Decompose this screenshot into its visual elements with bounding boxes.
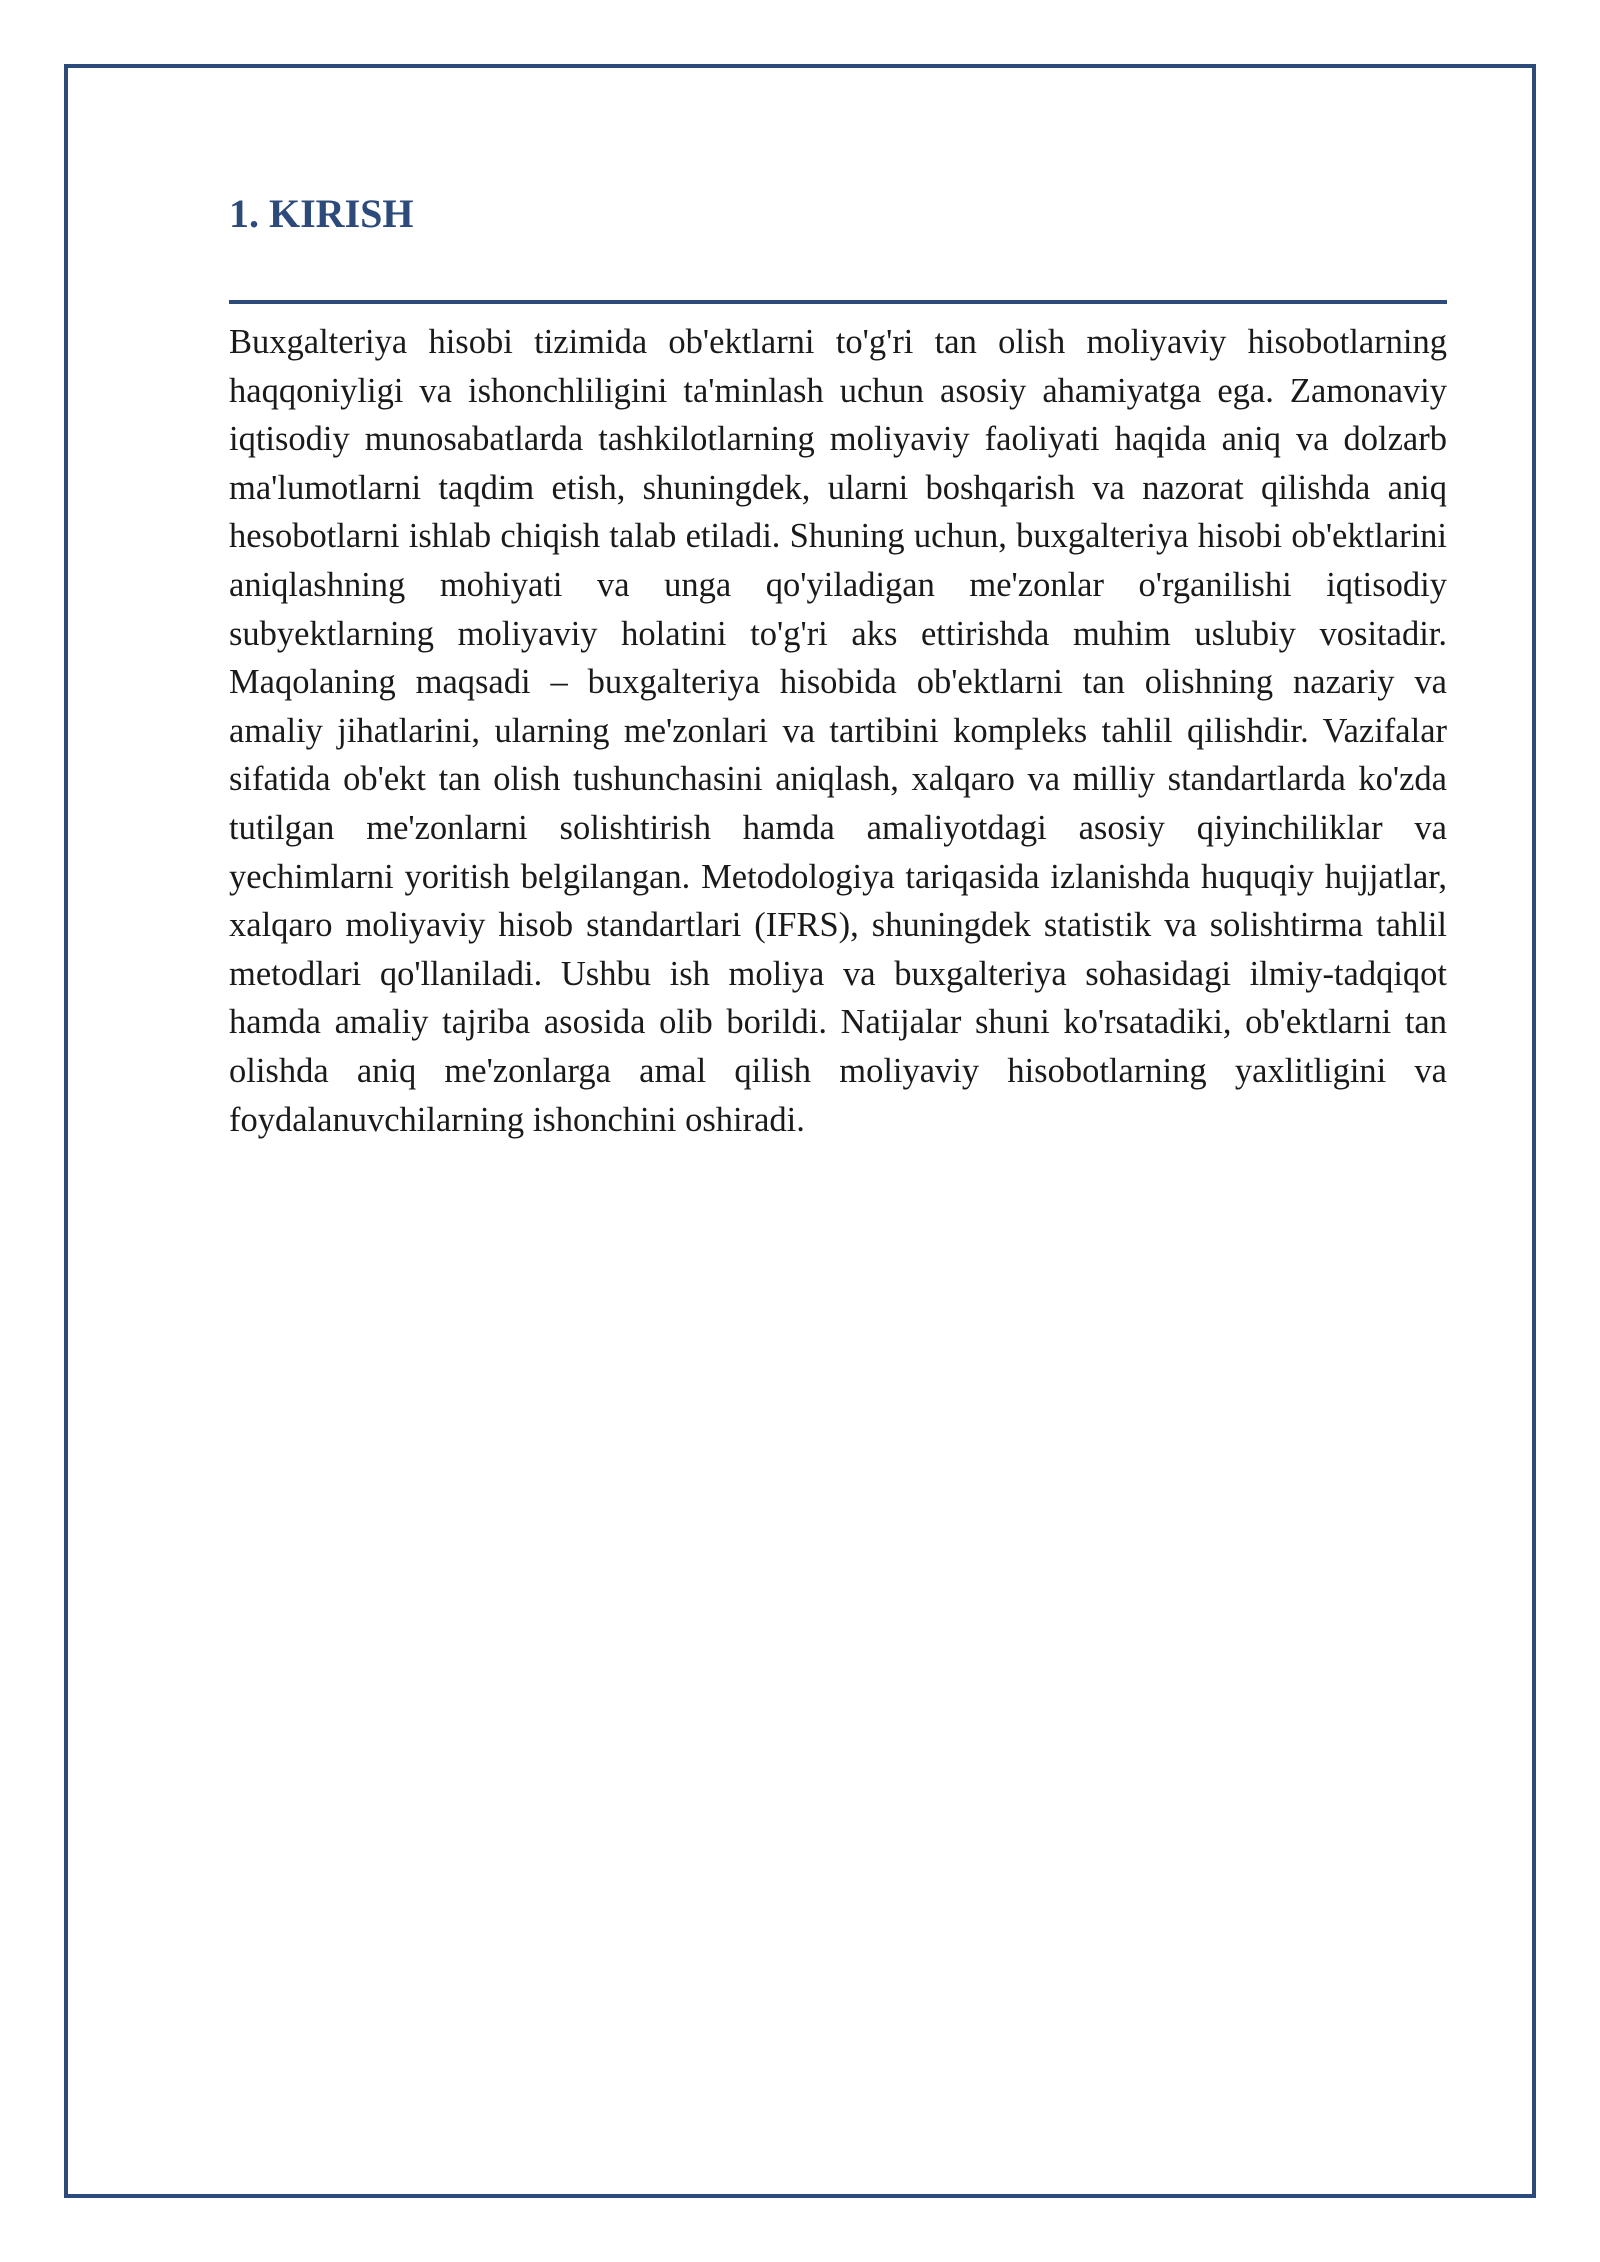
body-paragraph: Buxgalteriya hisobi tizimida ob'ektlarni to'g'ri tan olish moliyaviy hisobotlarning haqqoniyligi va ishonchliligini ta'minlash uchun asosiy ahamiyatga ega. Zamonaviy iqtisodiy munosabatlarda tashkilotlarning moliyaviy faoliyati haqida aniq va dolzarb ma'lumotlarni taqdim etish, shuningdek, ularni boshqarish va nazorat qilishda aniq hesobotlarni ishlab chiqish talab etiladi. Shuning uchun, buxgalteriya hisobi ob'ektlarini aniqlashning mohiyati va unga qo'yiladigan me'zonlar o'rganilishi iqtisodiy subyektlarning moliyaviy holatini to'g'ri aks ettirishda muhim uslubiy vositadir. Maqolaning maqsadi – buxgalteriya hisobida ob'ektlarni tan olishning nazariy va amaliy jihatlarini, ularning me'zonlari va tartibini kompleks tahlil qilishdir. Vazifalar sifatida ob'ekt tan olish tushunchasini aniqlash, xalqaro va milliy standartlarda ko'zda tutilgan me'zonlarni solishtirish hamda amaliyotdagi asosiy qiyinchiliklar va yechimlarni yoritish belgilangan. Metodologiya tariqasida izlanishda huquqiy hujjatlar, xalqaro moliyaviy hisob standartlari (IFRS), shuningdek statistik va solishtirma tahlil metodlari qo'llaniladi. Ushbu ish moliya va buxgalteriya sohasidagi ilmiy-tadqiqot hamda amaliy tajriba asosida olib borildi. Natijalar shuni ko'rsatadiki, ob'ektlarni tan olishda aniq me'zonlarga amal qilish moliyaviy hisobotlarning yaxlitligini va foydalanuvchilarning ishonchini oshiradi. — [229, 323, 1447, 1139]
section-heading: 1. KIRISH — [229, 191, 414, 236]
document-content — [229, 178, 1447, 1144]
heading-divider — [229, 300, 1447, 304]
